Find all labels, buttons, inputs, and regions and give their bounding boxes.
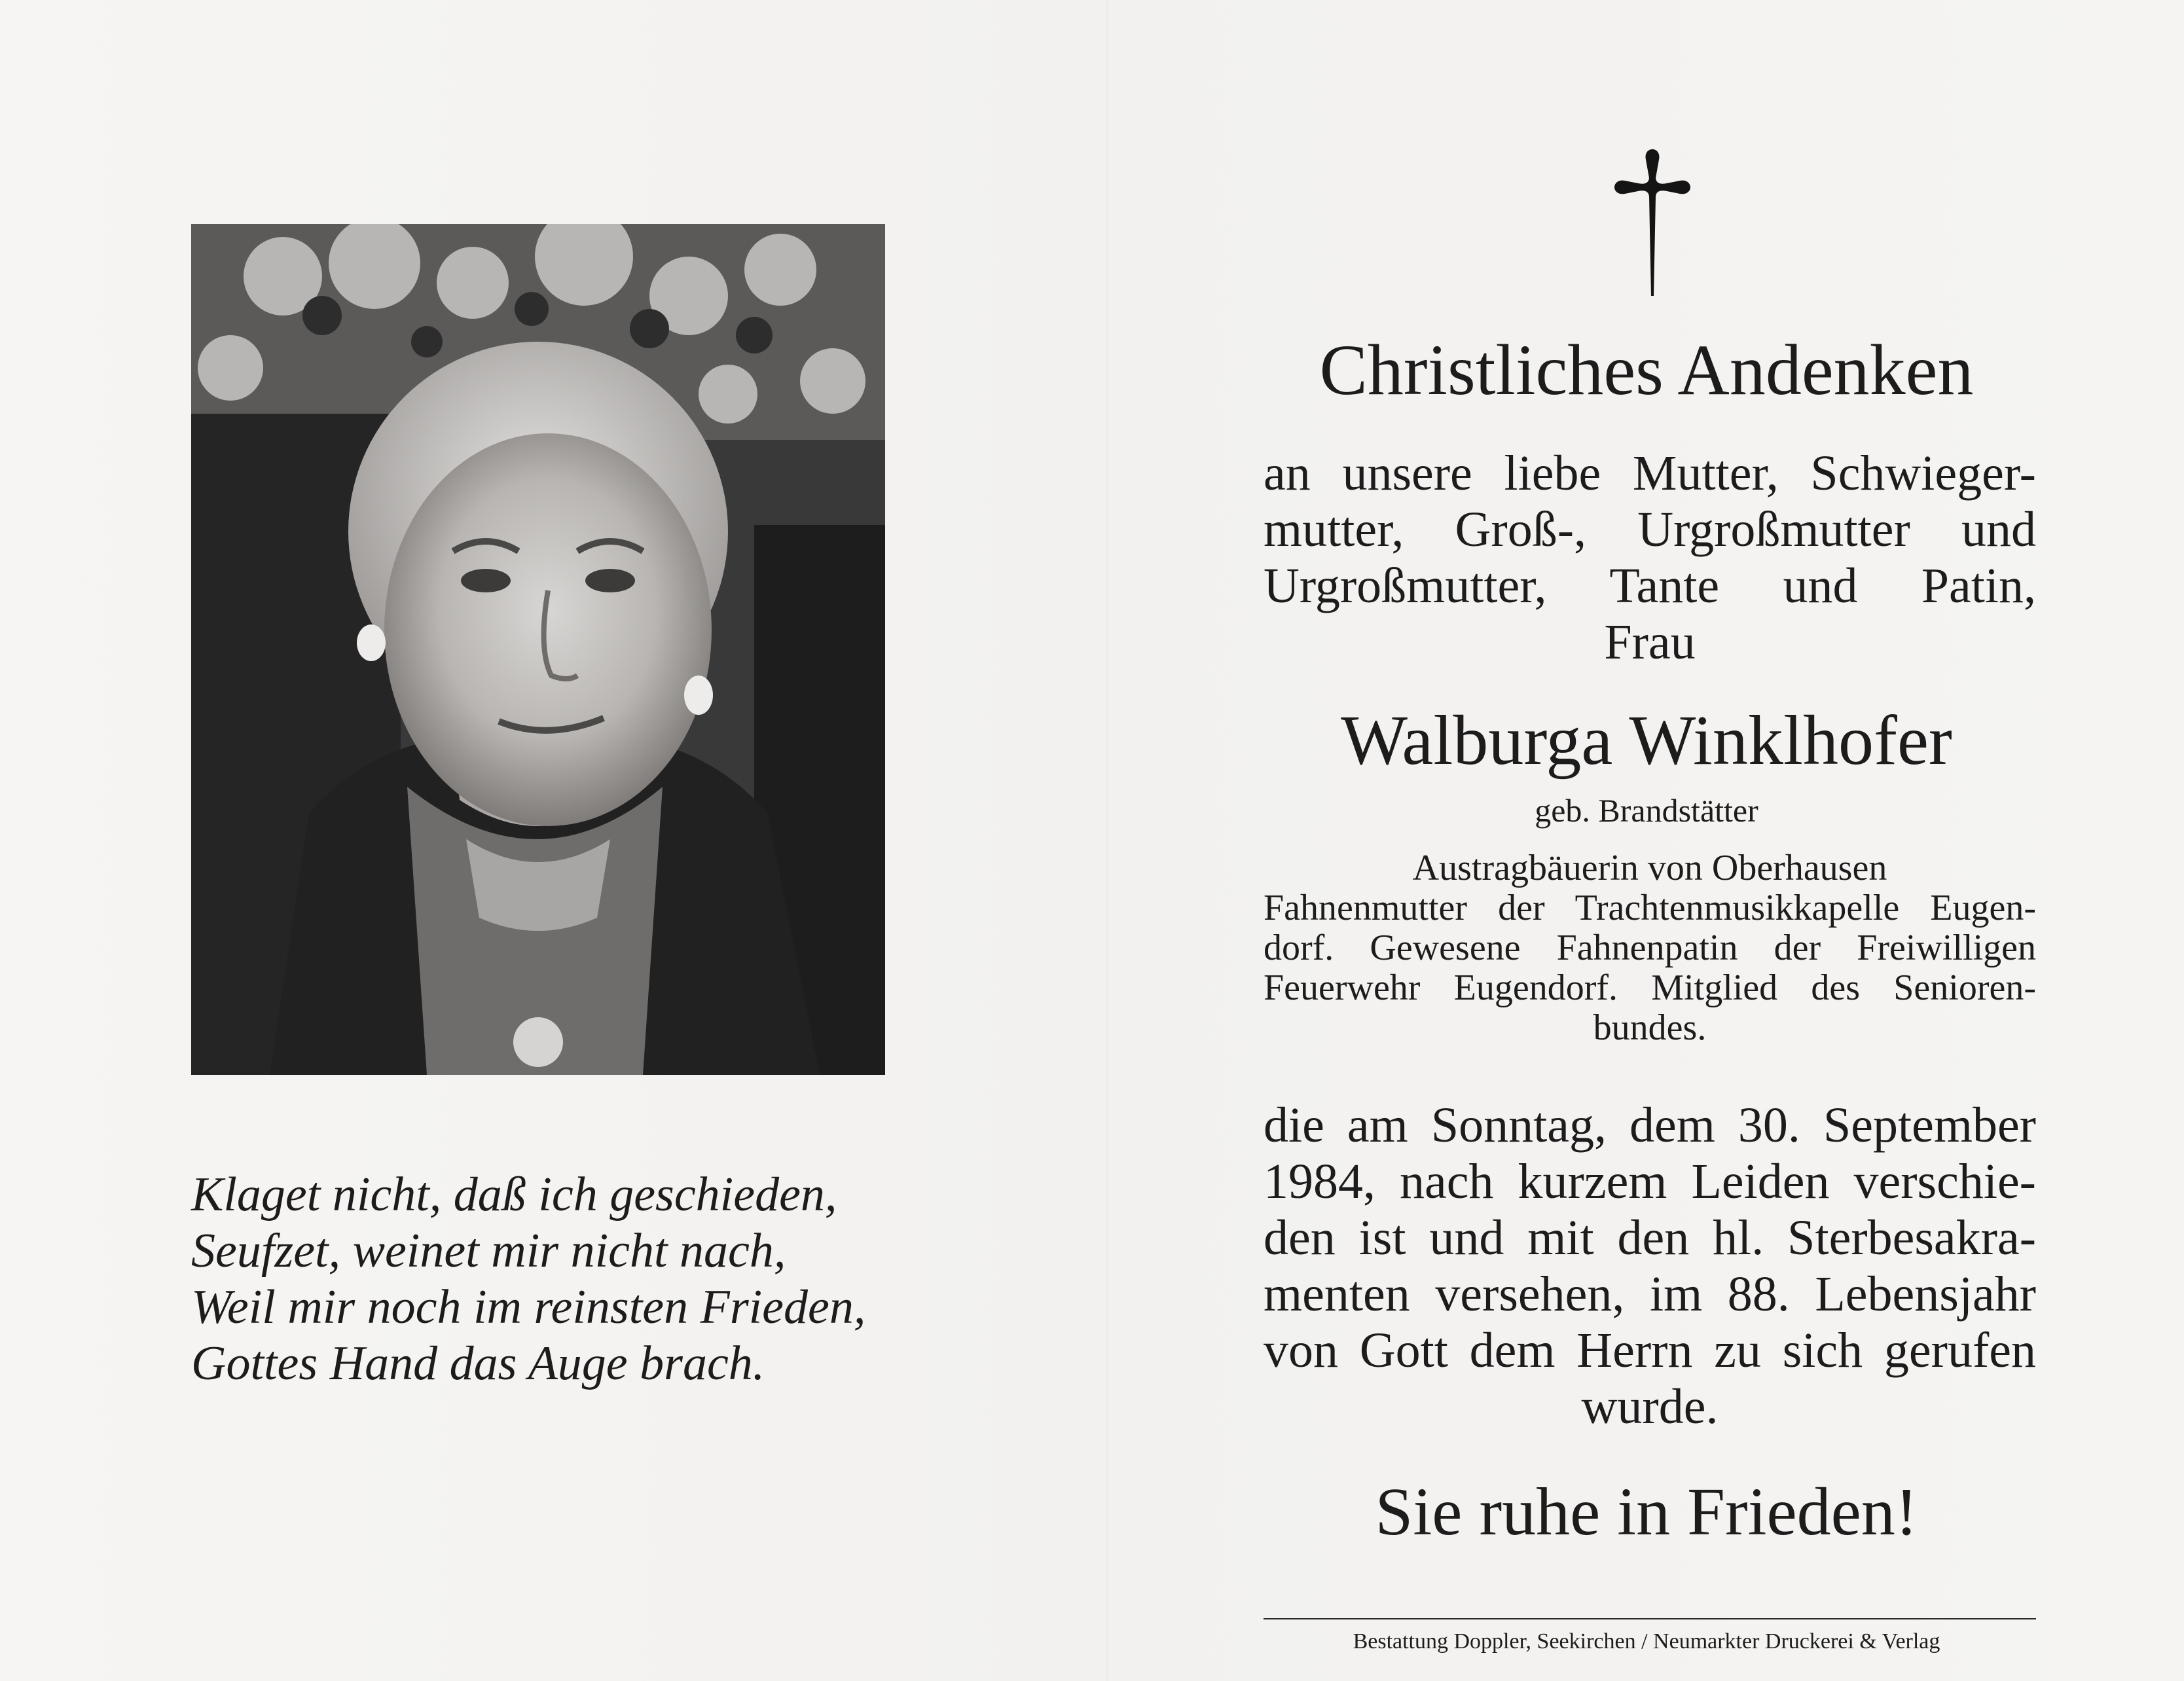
cross-icon [1614, 149, 1690, 296]
death-paragraph [1264, 1097, 2036, 1435]
intro-line: mutter, Groß-, Urgroßmutter und [1264, 502, 2036, 557]
divider [1264, 1618, 2036, 1619]
death-line: 1984, nach kurzem Leiden verschie- [1264, 1154, 2036, 1209]
intro-paragraph [1264, 445, 2036, 670]
death-line: menten versehen, im 88. Lebensjahr [1264, 1267, 2036, 1322]
death-line: den ist und mit den hl. Sterbesakra- [1264, 1210, 2036, 1265]
intro-line: an unsere liebe Mutter, Schwieger- [1264, 446, 2036, 501]
titles-line: bundes. [1593, 1007, 1707, 1048]
titles-line: Austragbäuerin von Oberhausen [1412, 848, 1887, 888]
imprint: Bestattung Doppler, Seekirchen / Neumarkter Druckerei & Verlag [1353, 1629, 1940, 1654]
titles-line: Fahnenmutter der Trachtenmusikkapelle Eugen- [1264, 888, 2036, 928]
birth-name: geb. Brandstätter [1535, 792, 1758, 829]
titles-paragraph [1264, 848, 2036, 1048]
intro-line: Frau [1604, 615, 1696, 670]
card-fold [1106, 0, 1108, 1681]
death-line: die am Sonntag, dem 30. September [1264, 1098, 2036, 1153]
portrait-photo [191, 224, 885, 1075]
poem-line: Gottes Hand das Auge brach. [191, 1337, 765, 1390]
poem-line: Klaget nicht, daß ich geschieden, [191, 1168, 837, 1221]
poem-line: Seufzet, weinet mir nicht nach, [191, 1224, 786, 1278]
heading: Christliches Andenken [1319, 330, 1974, 410]
titles-line: Feuerwehr Eugendorf. Mitglied des Senioren- [1264, 967, 2036, 1008]
titles-line: dorf. Gewesene Fahnenpatin der Freiwilligen [1264, 928, 2036, 968]
death-line: wurde. [1581, 1379, 1719, 1434]
deceased-name: Walburga Winklhofer [1341, 702, 1952, 780]
intro-line: Urgroßmutter, Tante und Patin, [1264, 558, 2036, 613]
poem [191, 1166, 977, 1392]
poem-line: Weil mir noch im reinsten Frieden, [191, 1280, 866, 1334]
death-line: von Gott dem Herrn zu sich gerufen [1264, 1323, 2036, 1378]
closing-line: Sie ruhe in Frieden! [1375, 1474, 1918, 1549]
